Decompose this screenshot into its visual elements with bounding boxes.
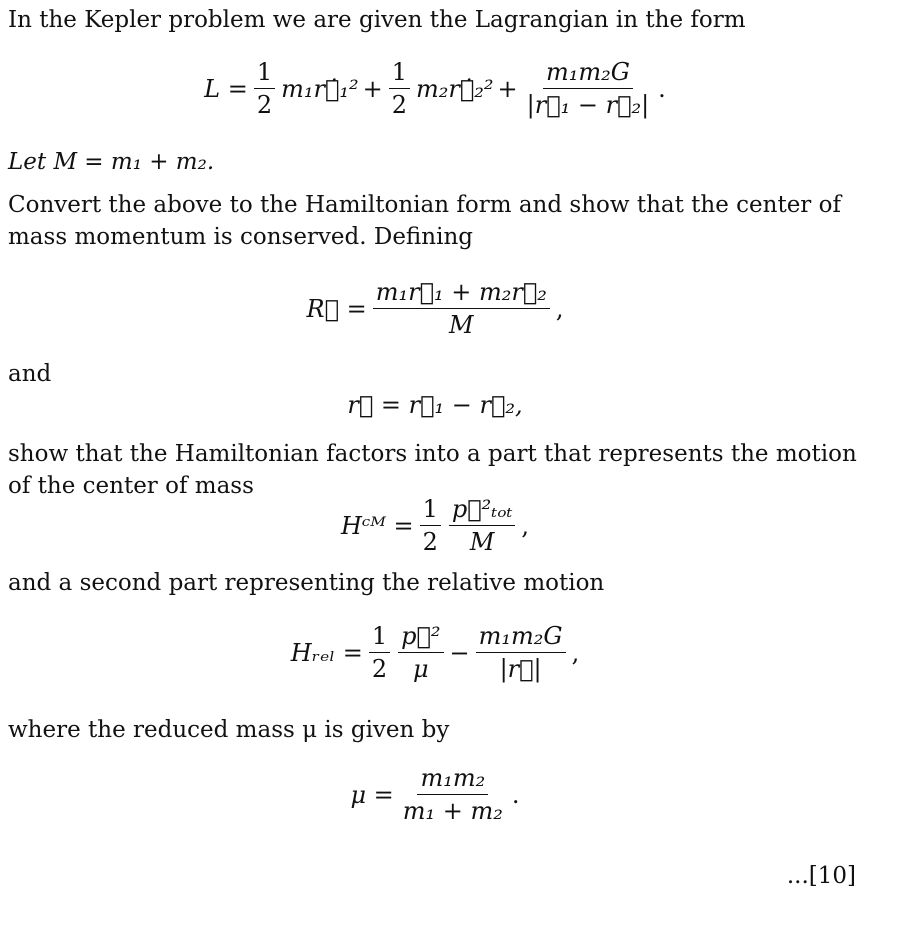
momentum-fraction xyxy=(398,622,443,683)
fraction-denominator: M xyxy=(448,311,474,339)
fraction-denominator: |r⃗| xyxy=(499,655,542,683)
plus-sign: + xyxy=(362,74,383,103)
intro-text: In the Kepler problem we are given the Lagrangian in the form xyxy=(8,7,746,33)
fraction-denominator: m₁ + m₂ xyxy=(402,797,503,825)
eq-lhs: Hᶜᴹ = xyxy=(341,511,414,540)
reduced-mass-equation xyxy=(0,764,870,825)
comma: , xyxy=(555,294,564,323)
kinetic-term-2: m₂r⃗̇₂² xyxy=(416,74,494,103)
fraction-numerator: m₁m₂G xyxy=(476,622,566,653)
period: . xyxy=(511,780,520,809)
relative-position-definition: r⃗ = r⃗₁ − r⃗₂, xyxy=(347,391,523,419)
fraction-denominator: 2 xyxy=(391,91,408,119)
fraction-numerator: 1 xyxy=(369,622,390,653)
potential-fraction xyxy=(524,58,653,119)
fraction-denominator: |r⃗₁ − r⃗₂| xyxy=(526,91,650,119)
fraction-denominator: 2 xyxy=(371,655,388,683)
fraction-half xyxy=(369,622,390,683)
let-m-text: Let M = m₁ + m₂. xyxy=(8,149,215,175)
center-of-mass-definition xyxy=(0,278,870,339)
reduced-mass-text: where the reduced mass μ is given by xyxy=(8,717,450,743)
eq-lhs: μ = xyxy=(350,780,394,809)
fraction-denominator: 2 xyxy=(256,91,273,119)
fraction-numerator: p⃗² xyxy=(398,622,443,653)
fraction-half xyxy=(254,58,275,119)
second-part-text: and a second part representing the relative motion xyxy=(8,570,605,596)
minus-sign: − xyxy=(449,638,470,667)
fraction-numerator: p⃗²ₜₒₜ xyxy=(449,495,515,526)
eq-lhs: Hᵣₑₗ = xyxy=(290,638,363,667)
fraction-half xyxy=(389,58,410,119)
kinetic-term-1: m₁r⃗̇₁² xyxy=(281,74,359,103)
convert-paragraph: Convert the above to the Hamiltonian form and show that the center of mass momentum is conserved. Defining xyxy=(8,192,841,250)
fraction-numerator: 1 xyxy=(420,495,441,526)
com-fraction xyxy=(373,278,550,339)
hrel-equation xyxy=(0,622,870,683)
fraction-denominator: 2 xyxy=(422,528,438,556)
fraction-numerator: 1 xyxy=(389,58,410,89)
fraction-numerator: 1 xyxy=(254,58,275,89)
comma: , xyxy=(521,511,529,540)
fraction-denominator: M xyxy=(469,528,495,556)
comma: , xyxy=(571,638,580,667)
fraction-denominator: μ xyxy=(413,655,429,683)
hcm-equation xyxy=(0,495,870,556)
period: . xyxy=(658,74,666,103)
show-factors-paragraph: show that the Hamiltonian factors into a part that represents the motion of the center of mass xyxy=(8,441,857,499)
fraction-numerator: m₁m₂G xyxy=(543,58,633,89)
lagrangian-equation xyxy=(0,58,870,119)
and-text: and xyxy=(8,361,52,387)
plus-sign: + xyxy=(497,74,518,103)
marks-label: ...[10] xyxy=(786,863,856,889)
reduced-mass-fraction xyxy=(400,764,506,825)
eq-lhs: R⃗ = xyxy=(306,294,367,323)
momentum-fraction xyxy=(449,495,515,556)
fraction-numerator: m₁m₂ xyxy=(417,764,488,795)
fraction-half xyxy=(420,495,441,556)
eq-lhs: L = xyxy=(204,74,248,103)
fraction-numerator: m₁r⃗₁ + m₂r⃗₂ xyxy=(373,278,550,309)
potential-fraction xyxy=(476,622,566,683)
